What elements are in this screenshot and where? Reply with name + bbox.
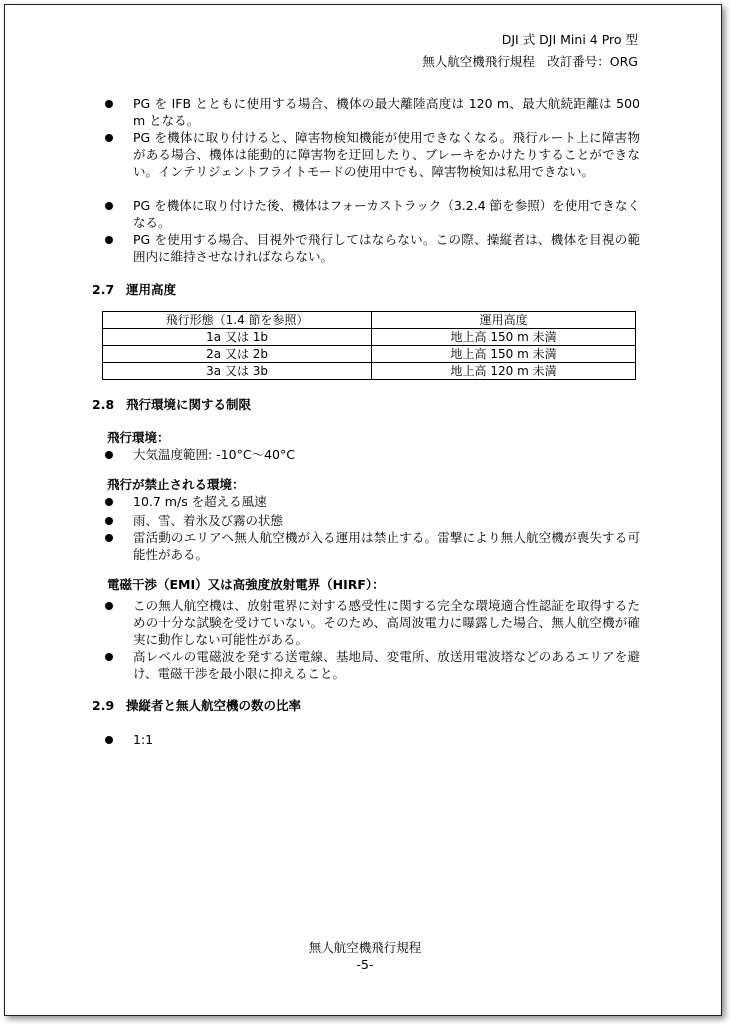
table-cell: 2a 又は 2b [103,346,372,363]
list-item [105,197,640,231]
table-header-cell: 運用高度 [372,312,636,329]
table-cell: 地上高 150 m 未満 [372,346,636,363]
bullet-text: 雨、雪、着氷及び霧の状態 [133,513,284,528]
section-title: 操縦者と無人航空機の数の比率 [126,698,302,713]
bullet-text: 雷活動のエリアへ無人航空機が入る運用は禁止する。雷撃により無人航空機が喪失する可能性がある。 [133,530,640,562]
bullet-text: PG を機体に取り付けた後、機体はフォーカストラック（3.2.4 節を参照）を使用できなくなる。 [133,198,640,230]
bullet-text: PG を IFB とともに使用する場合、機体の最大離陸高度は 120 m、最大航続距離は 500 m となる。 [133,96,640,128]
bullet-text: 1:1 [133,732,154,747]
list-item [105,597,640,648]
list-item [105,529,640,563]
table-header-row [103,312,636,329]
list-item [105,95,640,129]
page-number: -5- [356,957,374,972]
table-header-cell: 飛行形態（1.4 節を参照） [103,312,372,329]
bullet-icon [105,498,113,506]
operating-altitude-table [102,311,636,380]
bullet-text: 大気温度範囲: -10°C～40°C [133,447,295,462]
list-item [105,493,640,510]
list-item [105,129,640,180]
flight-environment-heading: 飛行環境： [107,430,170,445]
table-cell: 地上高 120 m 未満 [372,363,636,380]
section-heading-2-8 [92,397,251,413]
bullet-icon [105,202,113,210]
bullet-text: この無人航空機は、放射電界に対する感受性に関する完全な環境適合性認証を取得するための十分な試験を受けていない。そのため、高周波電力に曝露した場合、無人航空機が確実に動作しない可能性がある。 [133,598,640,647]
section-heading-2-7 [92,282,176,298]
bullet-icon [105,534,113,542]
footer-title: 無人航空機飛行規程 [308,940,422,955]
list-item [105,648,640,682]
bullet-text: PG を使用する場合、目視外で飛行してはならない。この際、操縦者は、機体を目視の範囲内に維持させなければならない。 [133,232,640,264]
bullet-text: 高レベルの電磁波を発する送電線、基地局、変電所、放送用電波塔などのあるエリアを避け、電磁干渉を最小限に抑えること。 [133,649,640,681]
bullet-icon [105,451,113,459]
section-heading-2-9 [92,698,301,714]
bullet-text: PG を機体に取り付けると、障害物検知機能が使用できなくなる。飛行ルート上に障害物がある場合、機体は能動的に障害物を迂回したり、ブレーキをかけたりすることができない。インテリジェントフライトモードの使用中でも、障害物検知は私用できない。 [133,130,640,179]
header-doc-line: 無人航空機飛行規程 改訂番号：ORG [422,54,638,69]
section-number: 2.7 [92,282,115,297]
bullet-icon [105,100,113,108]
table-row [103,346,636,363]
list-item [105,231,640,265]
section-title: 飛行環境に関する制限 [126,397,252,412]
bullet-icon [105,653,113,661]
section-number: 2.9 [92,698,115,713]
table-cell: 3a 又は 3b [103,363,372,380]
list-item [105,446,640,463]
bullet-icon [105,236,113,244]
header-model: DJI 式 DJI Mini 4 Pro 型 [501,32,638,47]
bullet-icon [105,517,113,525]
prohibited-environment-heading: 飛行が禁止される環境： [107,477,245,492]
table-row [103,363,636,380]
section-number: 2.8 [92,397,115,412]
bullet-icon [105,602,113,610]
table-cell: 地上高 150 m 未満 [372,329,636,346]
emi-hirf-heading: 電磁干渉（EMI）又は高強度放射電界（HIRF）： [107,577,385,592]
table-row [103,329,636,346]
bullet-text: 10.7 m/s を超える風速 [133,494,267,509]
section-title: 運用高度 [126,282,177,297]
list-item [105,512,640,529]
list-item [105,731,640,748]
table-cell: 1a 又は 1b [103,329,372,346]
bullet-icon [105,736,113,744]
bullet-icon [105,134,113,142]
